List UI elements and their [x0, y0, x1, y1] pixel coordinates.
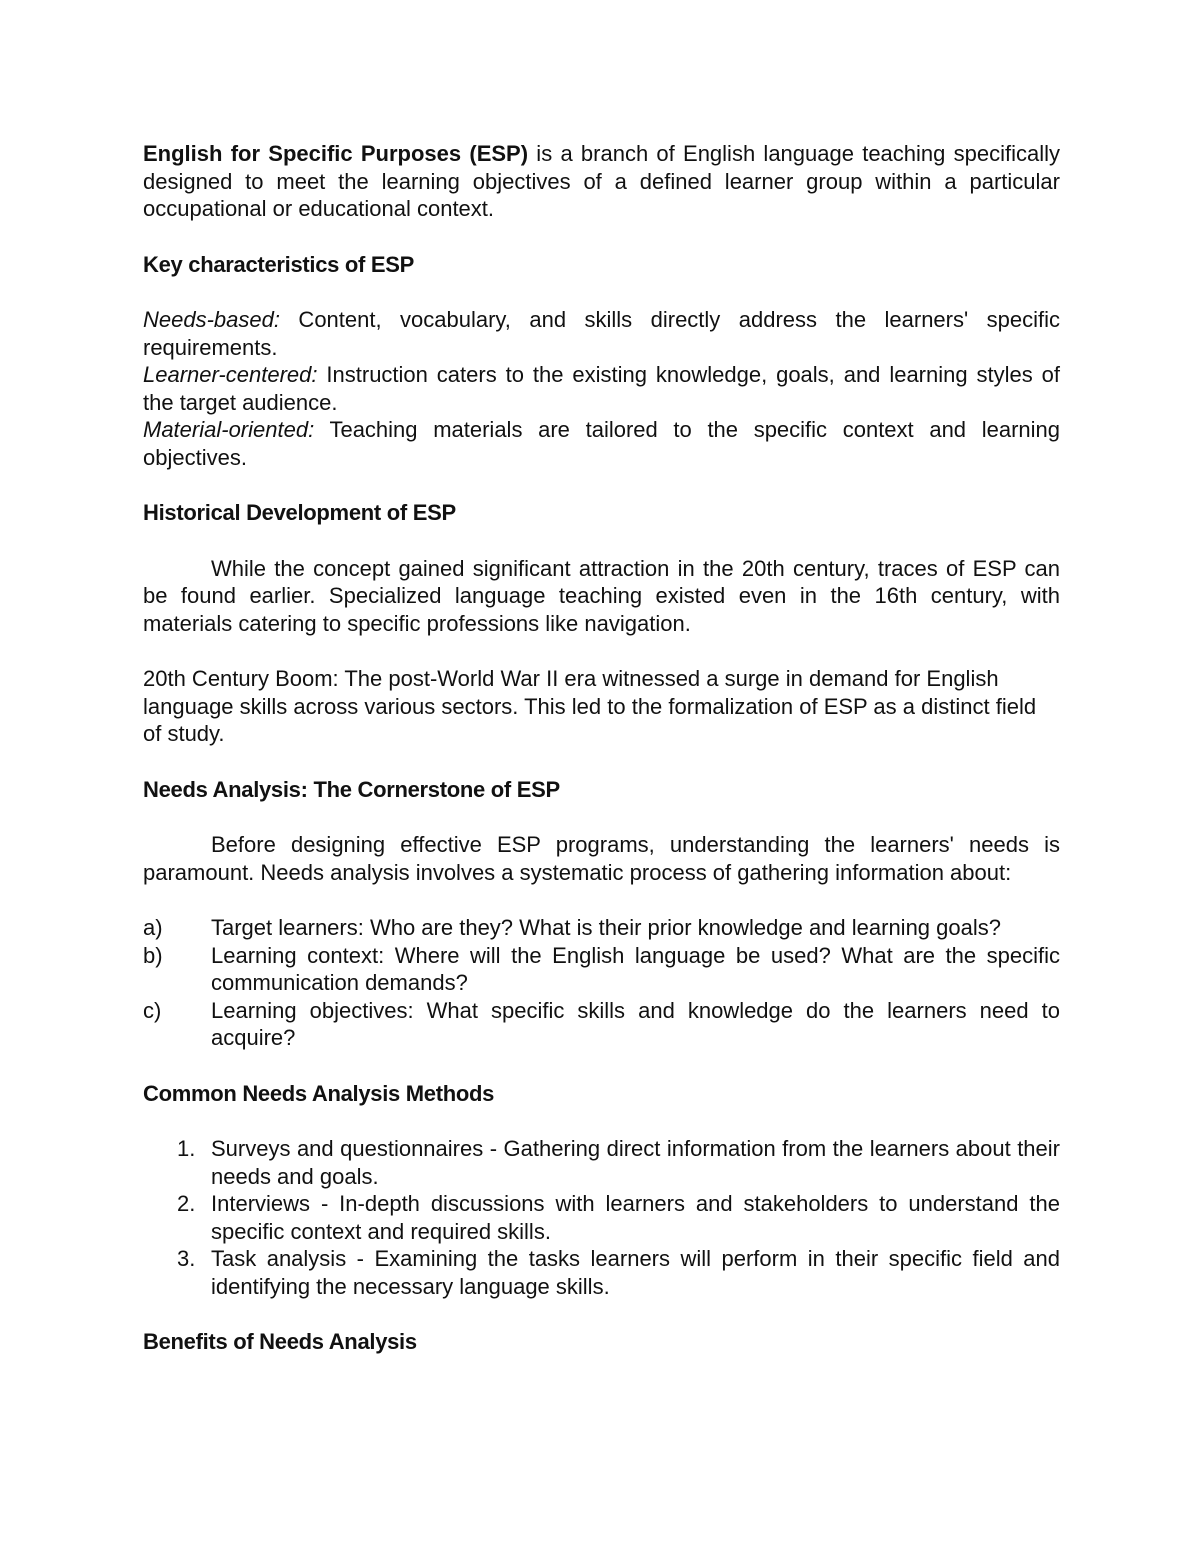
characteristic-item [143, 361, 1060, 416]
characteristic-label: Material-oriented: [143, 417, 315, 442]
needs-analysis-paragraph: Before designing effective ESP programs, understanding the learners' needs is paramount. Needs analysis involves a systematic process of gathering information about: [143, 832, 1060, 885]
characteristic-label: Needs-based: [143, 307, 280, 332]
intro-paragraph [143, 140, 1060, 223]
heading-historical-development: Historical Development of ESP [143, 500, 456, 525]
key-characteristics-list [143, 306, 1060, 471]
heading-key-characteristics: Key characteristics of ESP [143, 251, 415, 277]
historical-paragraph-1: While the concept gained significant attraction in the 20th century, traces of ESP can be found earlier. Specialized language teaching existed even in the 16th century, with materials catering to specific professions like navigation. [143, 555, 1060, 636]
historical-paragraph-2: 20th Century Boom: The post-World War II era witnessed a surge in demand for English language skills across various sectors. This led to the formalization of ESP as a distinct field of study. [143, 666, 1037, 746]
heading-common-methods: Common Needs Analysis Methods [143, 1080, 495, 1106]
list-item-text: Surveys and questionnaires - Gathering direct information from the learners about their needs and goals. [211, 1136, 1060, 1189]
list-item-text: Target learners: Who are they? What is their prior knowledge and learning goals? [211, 915, 1001, 940]
list-item [143, 1135, 1060, 1190]
list-marker: 2. [177, 1191, 196, 1216]
list-item [143, 1190, 1060, 1245]
intro-text: is a branch of English language teaching specifically designed to meet the learning objectives of a defined learner group within a particular occupational or educational context. [143, 141, 1060, 221]
list-item [143, 1245, 1060, 1300]
needs-analysis-list [143, 914, 1060, 1052]
characteristic-text: Content, vocabulary, and skills directly address the learners' specific requirements. [143, 307, 1060, 360]
characteristic-item [143, 306, 1060, 361]
list-marker: 3. [177, 1246, 196, 1271]
heading-needs-analysis: Needs Analysis: The Cornerstone of ESP [143, 776, 560, 802]
methods-list [143, 1135, 1060, 1300]
heading-benefits: Benefits of Needs Analysis [143, 1329, 417, 1354]
list-item-text: Interviews - In-depth discussions with learners and stakeholders to understand the specific context and required skills. [211, 1191, 1060, 1244]
list-marker: b) [143, 942, 163, 968]
list-item [143, 942, 1060, 997]
list-marker: c) [143, 997, 162, 1023]
intro-term: English for Specific Purposes (ESP) [143, 141, 529, 166]
list-item [143, 914, 1060, 942]
list-marker: 1. [177, 1136, 196, 1161]
characteristic-text: Instruction caters to the existing knowledge, goals, and learning styles of the target audience. [143, 362, 1060, 415]
characteristic-label: Learner-centered: [143, 362, 318, 387]
document-page [143, 140, 1060, 1384]
list-item-text: Task analysis - Examining the tasks learners will perform in their specific field and identifying the necessary language skills. [211, 1246, 1060, 1299]
list-item [143, 997, 1060, 1052]
characteristic-text: Teaching materials are tailored to the specific context and learning objectives. [143, 417, 1060, 470]
list-marker: a) [143, 915, 163, 940]
list-item-text: Learning objectives: What specific skills and knowledge do the learners need to acquire? [211, 997, 1060, 1050]
list-item-text: Learning context: Where will the English language be used? What are the specific communication demands? [211, 942, 1060, 995]
characteristic-item [143, 416, 1060, 471]
